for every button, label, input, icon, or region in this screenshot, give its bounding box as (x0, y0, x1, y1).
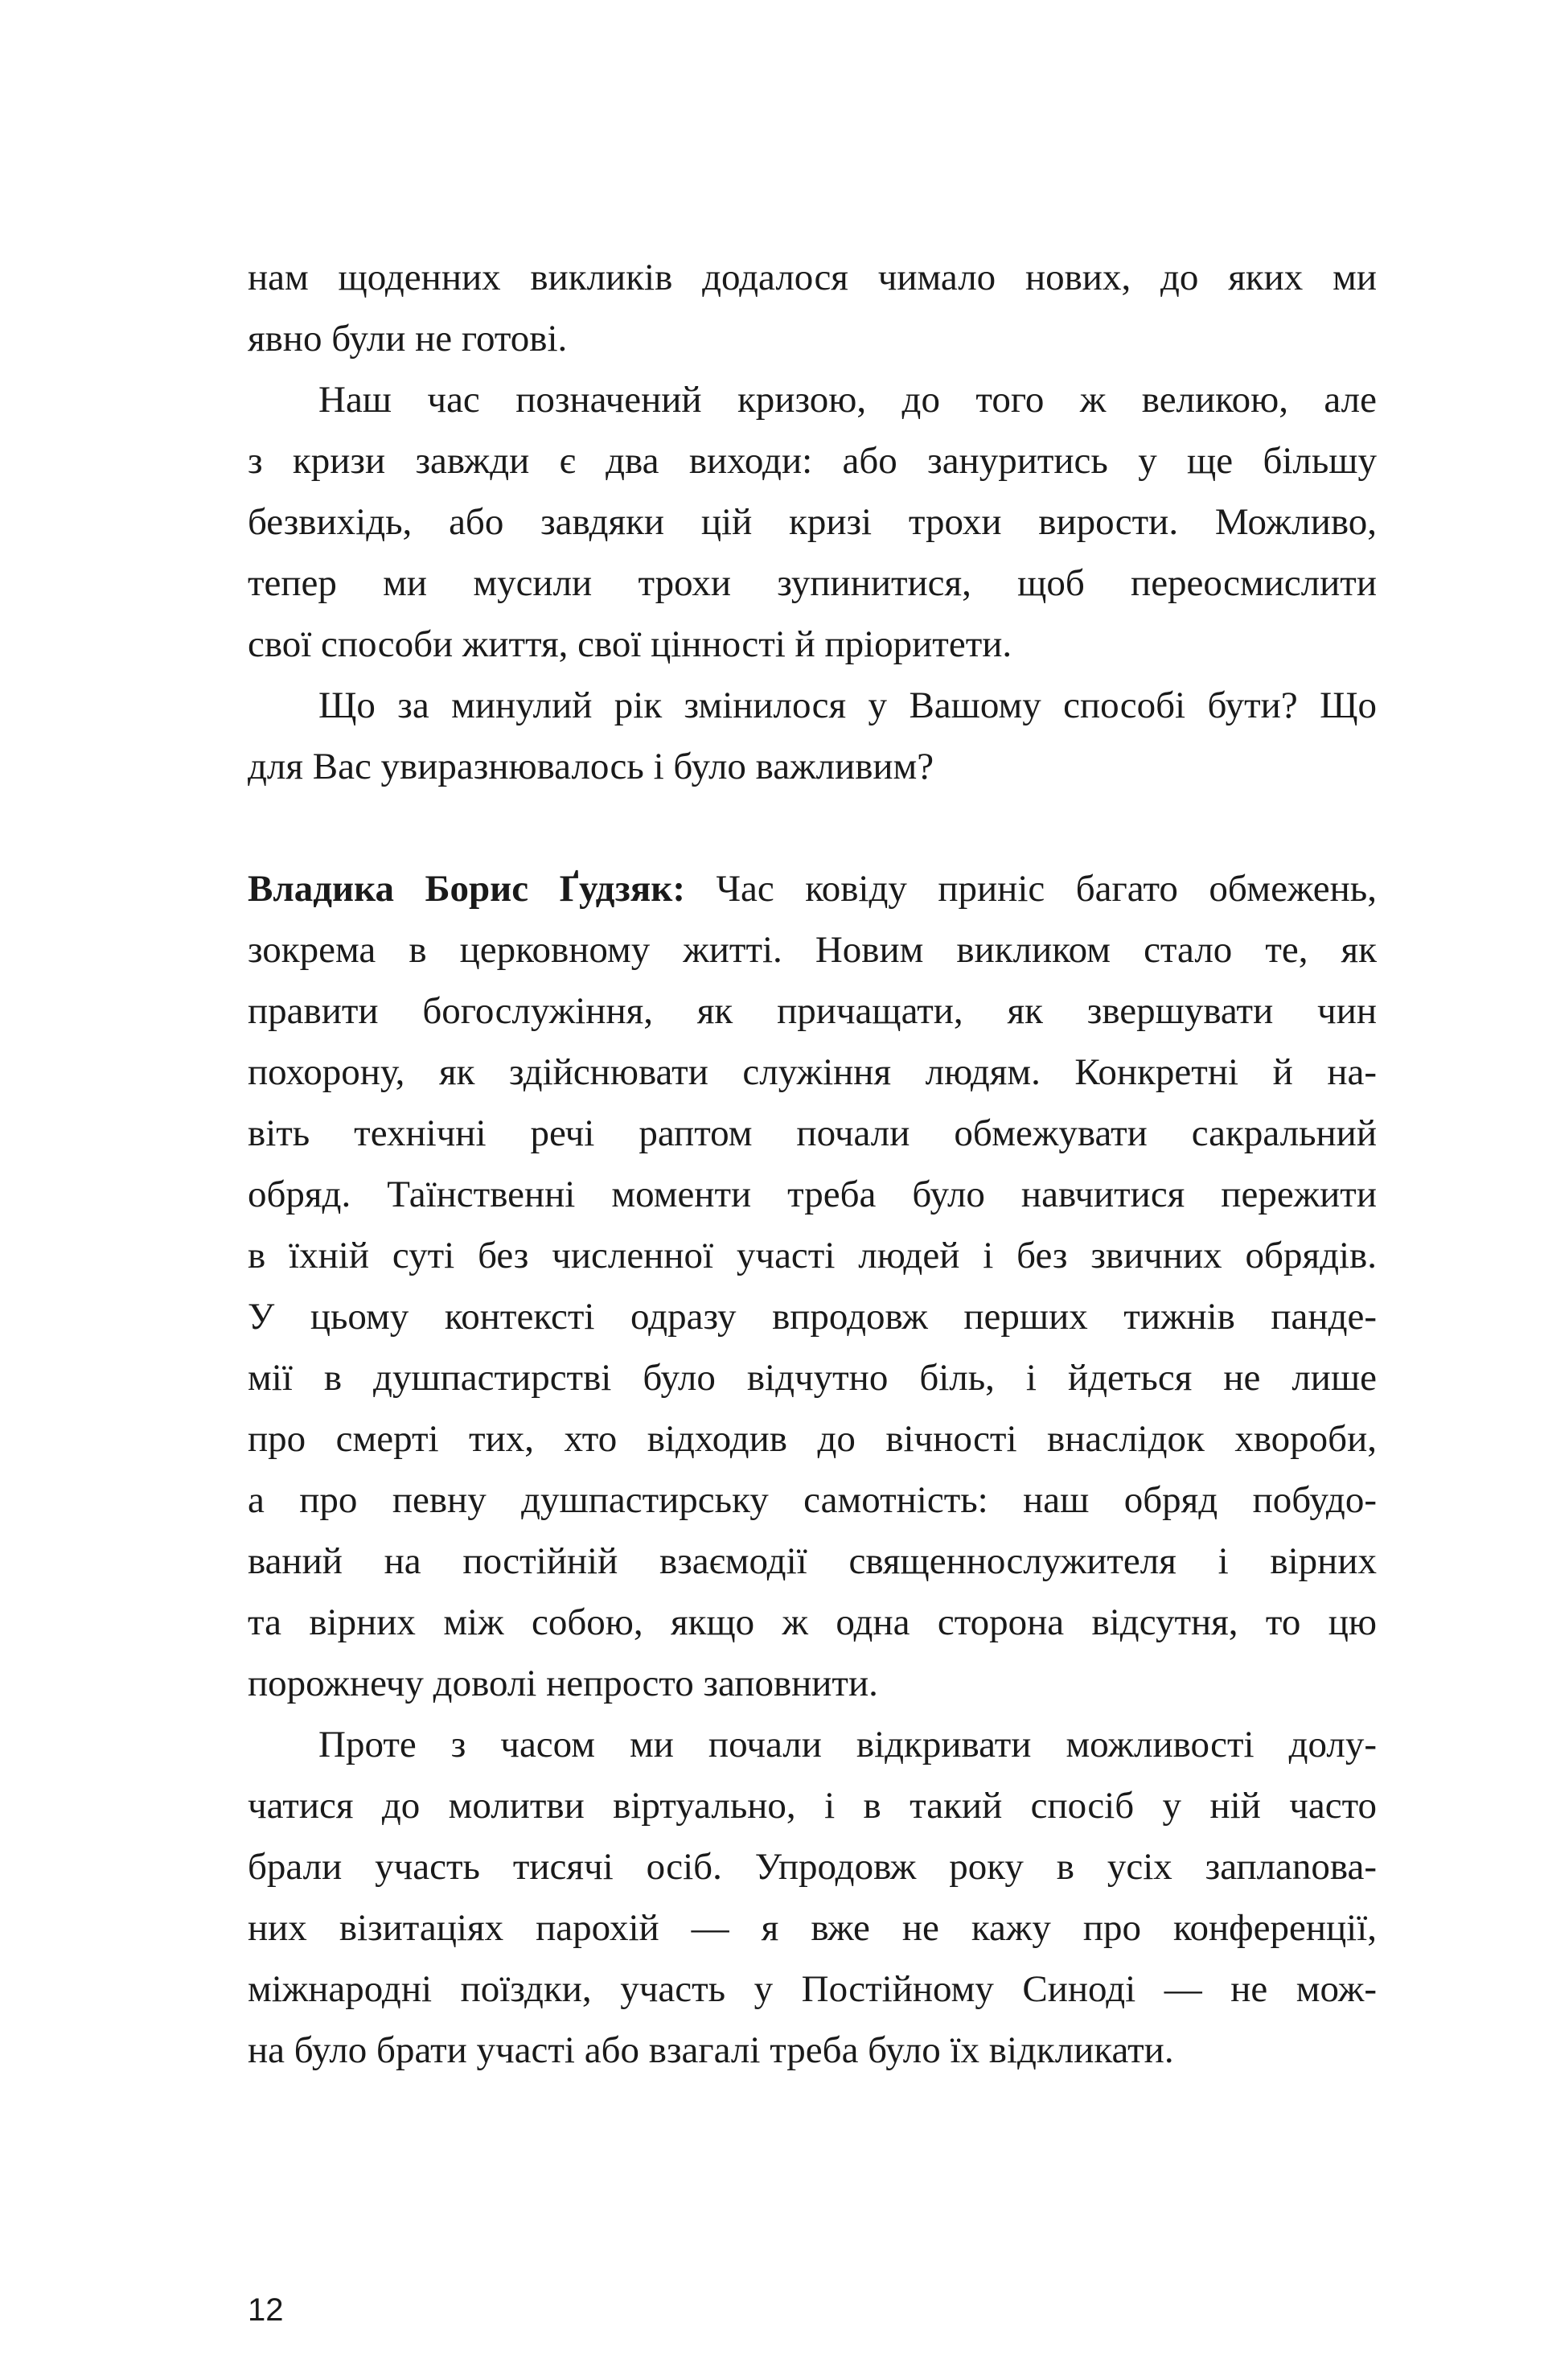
text-line: зокрема в церковному житті. Новим викликом стало те, як (248, 929, 1377, 971)
text-line: Що за минулий рік змінилося у Вашому способі бути? Що (318, 684, 1377, 726)
text-line: порожнечу доволі непросто заповнити. (248, 1663, 878, 1704)
text-line: про смерті тих, хто відходив до вічності внаслідок хвороби, (248, 1418, 1377, 1460)
text-line: для Вас увиразнювалось і було важливим? (248, 746, 934, 787)
text-line: віть технічні речі раптом почали обмежувати сакральний (248, 1112, 1377, 1154)
text-line: на було брати участі або взагалі треба було їх відкликати. (248, 2029, 1174, 2071)
text-line: мії в душпастирстві було відчутно біль, і йдеться не лише (248, 1357, 1377, 1399)
text-line: них візитаціях парохій — я вже не кажу про конференції, (248, 1907, 1377, 1949)
text-line: в їхній суті без численної участі людей і без звичних обрядів. (248, 1235, 1377, 1276)
text-line: а про певну душпастирську самотність: наш обряд побудо- (248, 1479, 1377, 1521)
text-line: обряд. Таїнственні моменти треба було навчитися пережити (248, 1174, 1377, 1215)
text-line: явно були не готові. (248, 318, 568, 360)
text-line: свої способи життя, свої цінності й пріоритети. (248, 623, 1012, 665)
text-line: правити богослужіння, як причащати, як звершувати чин (248, 990, 1377, 1032)
text-line: чатися до молитви віртуально, і в такий спосіб у ній часто (248, 1785, 1377, 1827)
text-line: та вірних між собою, якщо ж одна сторона відсутня, то цю (248, 1601, 1377, 1643)
page-body-text (248, 247, 1377, 2081)
text-line: Проте з часом ми почали відкривати можливості долу- (318, 1724, 1377, 1765)
text-line: нам щоденних викликів додалося чимало нових, до яких ми (248, 257, 1377, 298)
text-line: Наш час позначений кризою, до того ж великою, але (318, 379, 1377, 421)
text-line: з кризи завжди є два виходи: або зануритись у ще більшу (248, 440, 1377, 482)
speaker-name: Владика Борис Ґудзяк: (248, 868, 685, 910)
text-line: брали участь тисячі осіб. Упродовж року в усіх заплanова- (248, 1846, 1377, 1888)
text-line: похорону, як здійснювати служіння людям. Конкретні й на- (248, 1051, 1377, 1093)
speaker-text: Час ковіду приніс багато обмежень, (684, 868, 1377, 910)
text-line: міжнародні поїздки, участь у Постійному Синоді — не мож- (248, 1968, 1377, 2010)
text-line (248, 858, 1377, 919)
text-line: У цьому контексті одразу впродовж перших тижнів панде- (248, 1296, 1377, 1338)
text-line: ваний на постійній взаємодії священнослужителя і вірних (248, 1540, 1377, 1582)
text-line: безвихідь, або завдяки цій кризі трохи вирости. Можливо, (248, 501, 1377, 543)
text-line: тепер ми мусили трохи зупинитися, щоб переосмислити (248, 562, 1377, 604)
page-number: 12 (248, 2292, 284, 2328)
blank-line (248, 797, 1377, 858)
